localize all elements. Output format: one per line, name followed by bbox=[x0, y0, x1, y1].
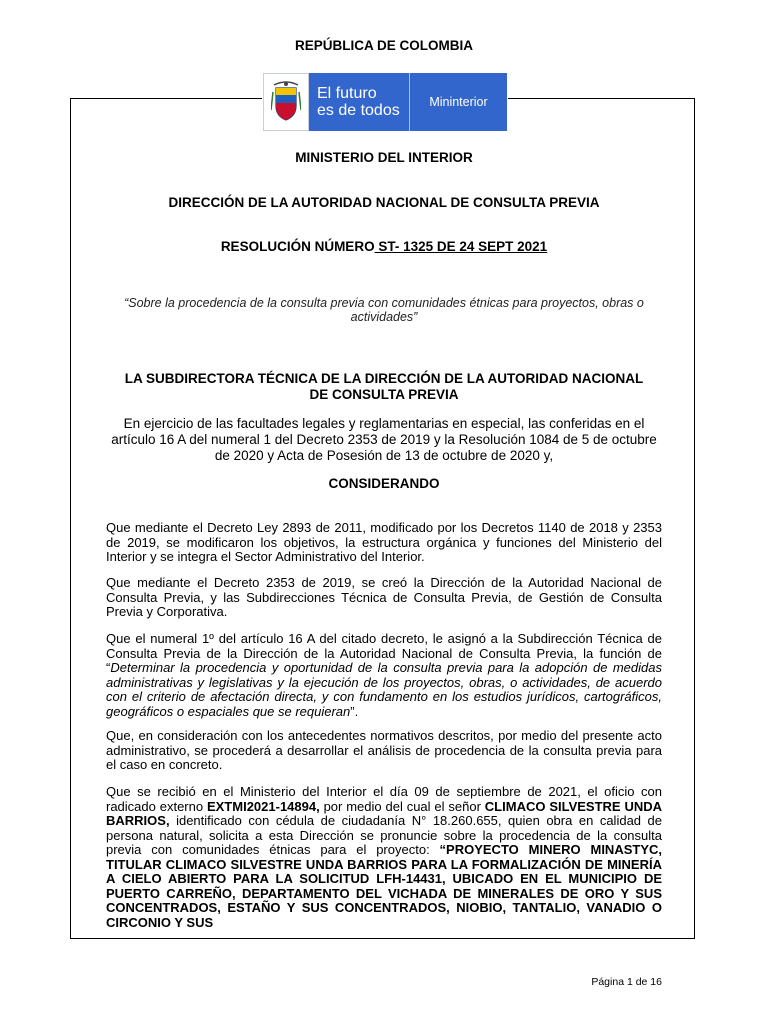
considering-heading: CONSIDERANDO bbox=[328, 476, 440, 491]
applicant-name: CLIMACO SILVESTRE UNDA BARRIOS, bbox=[106, 798, 663, 828]
resolution-subject: “Sobre la procedencia de la consulta previa con comunidades étnicas para proyectos, obras o actividades” bbox=[124, 296, 644, 324]
paragraph-4: Que, en consideración con los antecedentes normativos descritos, por medio del presente acto administrativo, se procederá a desarrollar el análisis de procedencia de la consulta previa para el caso en concreto. bbox=[106, 728, 662, 772]
paragraph-5-c: por medio del cual el señor bbox=[319, 798, 485, 814]
preamble: En ejercicio de las facultades legales y reglamentarias en especial, las conferidas en el artículo 16 A del numeral 1 del Decreto 2353 de 2019 y la Resolución 1084 de 5 de octubre de 2020 y Acta de Posesión de 13 de octubre de 2020 y, bbox=[111, 416, 657, 463]
ministry-heading: MINISTERIO DEL INTERIOR bbox=[295, 150, 473, 165]
resolution-heading bbox=[90, 239, 678, 255]
paragraph-1: Que mediante el Decreto Ley 2893 de 2011, modificado por los Decretos 1140 de 2018 y 2353 de 2019, se modificaron los objetivos, la estructura orgánica y funciones del Ministerio del Interior y se integra el Sector Administrativo del Interior. bbox=[106, 520, 662, 564]
slogan-line-2: es de todos bbox=[317, 102, 400, 119]
resolution-label: RESOLUCIÓN NÚMERO bbox=[220, 239, 375, 254]
paragraph-5-e: identificado con cédula de ciudadanía N° 18.260.655, quien obra en calidad de persona natural, solicita a esta Dirección se pronuncie sobre la procedencia de la consulta previa con comunidades étnicas para el proyecto: bbox=[106, 813, 662, 857]
paragraph-3-end: ”. bbox=[350, 703, 359, 719]
paragraph-2: Que mediante el Decreto 2353 de 2019, se creó la Dirección de la Autoridad Nacional de Consulta Previa, y las Subdirecciones Técnica de Consulta Previa, de Gestión de Consulta Previa y Corporativa. bbox=[106, 575, 662, 619]
frame-top-left bbox=[70, 98, 262, 99]
logo-ministry: Mininterior bbox=[410, 73, 507, 131]
paragraph-5-a: Que se recibió en el Ministerio del Interior el día 09 de septiembre de 2021, el oficio con radicado externo bbox=[106, 784, 662, 814]
directorate-heading: DIRECCIÓN DE LA AUTORIDAD NACIONAL DE CONSULTA PREVIA bbox=[168, 195, 600, 210]
resolution-number: ST- 1325 DE 24 SEPT 2021 bbox=[374, 239, 548, 254]
radicado-number: EXTMI2021-14894, bbox=[206, 798, 320, 814]
slogan-line-1: El futuro bbox=[317, 85, 377, 102]
paragraph-3 bbox=[106, 632, 662, 719]
project-name: “PROYECTO MINERO MINASTYC, TITULAR CLIMACO SILVESTRE UNDA BARRIOS PARA LA FORMALIZACIÓN DE MINERÍA A CIELO ABIERTO PARA LA SOLICITUD LFH-14431, UBICADO EN EL MUNICIPIO DE PUERTO CARREÑO, DEPARTAMENTO DEL VICHADA DE MINERALES DE ORO Y SUS CONCENTRADOS, ESTAÑO Y SUS CONCENTRADOS, NIOBIO, TANTALIO, VANADIO O CIRCONIO Y SUS bbox=[106, 842, 662, 930]
frame-top-right bbox=[508, 98, 695, 99]
paragraph-3-quote: Determinar la procedencia y oportunidad de la consulta previa para la adopción de medidas administrativas y legislativas y la ejecución de los proyectos, obras, o actividades, de acuerdo con el criterio de afectación directa, y con fundamento en los estudios jurídicos, cartográficos, geográficos o espaciales que se requieran bbox=[106, 660, 662, 719]
paragraph-5 bbox=[106, 785, 662, 930]
authority-title: LA SUBDIRECTORA TÉCNICA DE LA DIRECCIÓN DE LA AUTORIDAD NACIONAL DE CONSULTA PREVIA bbox=[124, 371, 644, 402]
page-number: Página 1 de 16 bbox=[591, 976, 662, 988]
paragraph-3-intro: Que el numeral 1º del artículo 16 A del citado decreto, le asignó a la Subdirección Técnica de Consulta Previa de la Dirección de la Autoridad Nacional de Consulta Previa, la función de “ bbox=[106, 631, 662, 675]
country-title: REPÚBLICA DE COLOMBIA bbox=[295, 38, 473, 53]
